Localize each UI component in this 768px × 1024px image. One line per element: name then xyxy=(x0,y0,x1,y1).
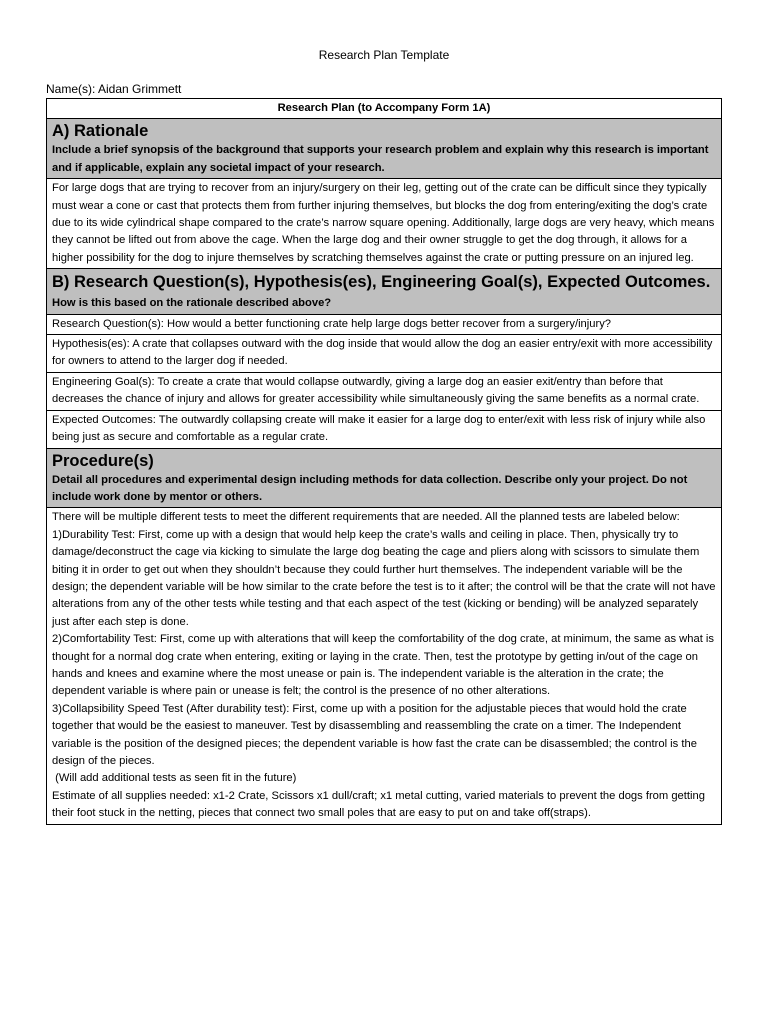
procedure-title: Procedure(s) xyxy=(52,451,154,470)
procedure-header-cell xyxy=(47,448,722,508)
names-line: Name(s): Aidan Grimmett xyxy=(46,82,182,96)
comfortability-test: 2)Comfortability Test: First, come up with alterations that will keep the comfortability of the dog crate, at minimum, the same as what is thought for a normal dog crate when entering, exiting or laying in the crate. Then, test the prototype by getting in/out of the cage on hands and knees and examine where the most unease or pain is. The independent variable is the alteration in the crate; the dependent variable is where pain or unease is felt; the control is the presence of no other alterations. xyxy=(52,633,714,698)
research-question-row xyxy=(47,314,722,334)
hypothesis: Hypothesis(es): A crate that collapses outward with the dog inside that would allow the dog an easier entry/exit with more accessibility for owners to attend to the larger dog if needed. xyxy=(47,335,722,373)
rationale-body: For large dogs that are trying to recover from an injury/surgery on their leg, getting out of the crate can be difficult since they typically must wear a cone or cast that protects them from further injuring themselves, but blocks the dog from entering/exiting the dog’s crate due to its wide cylindrical shape compared to the crate’s narrow square opening. Additionally, large dogs are very heavy, which means they cannot be lifted out from above the cage. When the large dog and their owner struggle to get the dog through, it allows for a higher possibility for the dog to injure themselves by scratching themselves against the crate or putting pressure on an injured leg. xyxy=(47,179,722,269)
questions-description: How is this based on the rationale described above? xyxy=(52,297,332,310)
additional-tests-note: (Will add additional tests as seen fit in the future) xyxy=(52,772,297,785)
hypothesis-row xyxy=(47,335,722,373)
procedure-body xyxy=(47,508,722,824)
rationale-title: A) Rationale xyxy=(52,122,149,141)
rationale-header-cell xyxy=(47,119,722,179)
engineering-goal: Engineering Goal(s): To create a crate that would collapse outwardly, giving a large dog an easier exit/entry than before that decreases the chance of injury and allows for greater accessibility while simultaneously giving the same benefits as a normal crate. xyxy=(47,372,722,410)
supplies-estimate: Estimate of all supplies needed: x1-2 Crate, Scissors x1 dull/craft; x1 metal cutting, varied materials to prevent the dogs from getting their foot stuck in the netting, pieces that connect two small poles that are easy to put on and take off(straps). xyxy=(52,789,705,820)
rationale-body-row xyxy=(47,179,722,269)
collapsibility-test: 3)Collapsibility Speed Test (After durability test): First, come up with a position for the adjustable pieces that would hold the crate together that would be the easiest to maneuver. Test by disassembling and reassembling the crate on a timer. The Independent variable is the position of the designed pieces; the dependent variable is how fast the crate can be disassembled; the control is the design of the pieces. xyxy=(52,702,697,767)
research-plan-table xyxy=(46,98,722,825)
procedure-header-row xyxy=(47,448,722,508)
expected-outcomes-row xyxy=(47,410,722,448)
procedure-description: Detail all procedures and experimental design including methods for data collection. Describe only your project. Do not include work done by mentor or others. xyxy=(52,473,688,503)
procedure-body-row xyxy=(47,508,722,824)
rationale-description: Include a brief synopsis of the background that supports your research problem and explain why this research is important and if applicable, explain any societal impact of your research. xyxy=(52,144,709,174)
procedure-intro: There will be multiple different tests to meet the different requirements that are needed. All the planned tests are labeled below: xyxy=(52,511,680,524)
expected-outcomes: Expected Outcomes: The outwardly collapsing create will make it easier for a large dog to enter/exit with less risk of injury while also being just as secure and comfortable as a regular crate. xyxy=(47,410,722,448)
title-row xyxy=(47,99,722,119)
research-question: Research Question(s): How would a better functioning crate help large dogs better recover from a surgery/injury? xyxy=(47,314,722,334)
document-header-title: Research Plan Template xyxy=(318,48,450,62)
rationale-header-row xyxy=(47,119,722,179)
questions-header-cell xyxy=(47,269,722,314)
questions-header-row xyxy=(47,269,722,314)
durability-test: 1)Durability Test: First, come up with a design that would help keep the crate’s walls and ceiling in place. Then, physically try to damage/deconstruct the cage via kicking to simulate the large dog beating the cage and pliers along with scissors to simulate them biting it in order to get out when they shouldn’t because they could further hurt themselves. The independent variable will be the design; the dependent variable will be how similar to the crate before the test is to it after; the control will be that the crate will not have alterations from any of the other tests while testing and that each aspect of the test (kicking or bending) will be analyzed separately just after each step is done. xyxy=(52,528,716,628)
engineering-goal-row xyxy=(47,372,722,410)
table-title: Research Plan (to Accompany Form 1A) xyxy=(47,99,722,119)
questions-title: B) Research Question(s), Hypothesis(es), Engineering Goal(s), Expected Outcomes. xyxy=(52,273,711,292)
